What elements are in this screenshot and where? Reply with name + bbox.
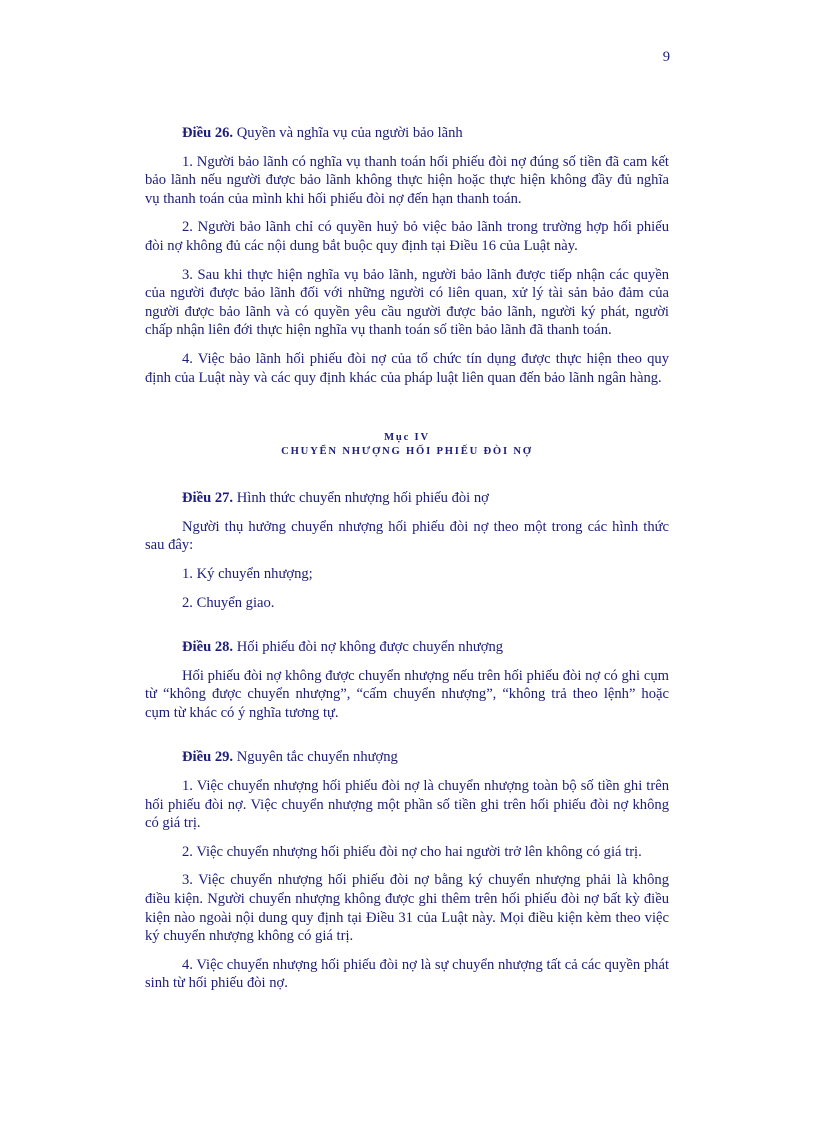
section-heading (145, 431, 669, 459)
paragraph: 4. Việc chuyển nhượng hối phiếu đòi nợ là sự chuyển nhượng tất cả các quyền phát sinh từ hối phiếu đòi nợ. (145, 956, 669, 992)
article-heading (145, 638, 669, 657)
paragraph: 2. Người bảo lãnh chỉ có quyền huỷ bỏ việc bảo lãnh trong trường hợp hối phiếu đòi nợ không đủ các nội dung bắt buộc quy định tại Điều 16 của Luật này. (145, 219, 669, 254)
section-label: Mục IV (384, 432, 430, 444)
article-number: Điều 27. (182, 490, 234, 507)
article-26 (145, 124, 669, 387)
list-item: 1. Ký chuyển nhượng; (182, 565, 313, 582)
article-heading (145, 489, 669, 508)
article-title: Hối phiếu đòi nợ không được chuyển nhượng (236, 639, 504, 656)
article-number: Điều 28. (182, 639, 234, 656)
paragraph: Người thụ hưởng chuyển nhượng hối phiếu đòi nợ theo một trong các hình thức sau đây: (145, 518, 669, 554)
list-item: 2. Chuyển giao. (182, 594, 275, 611)
paragraph: 1. Việc chuyển nhượng hối phiếu đòi nợ là chuyển nhượng toàn bộ số tiền ghi trên hối phiếu đòi nợ. Việc chuyển nhượng một phần số tiền ghi trên hối phiếu đòi nợ không có giá trị. (145, 778, 669, 832)
article-title: Hình thức chuyển nhượng hối phiếu đòi nợ (236, 490, 489, 507)
article-number: Điều 29. (182, 749, 234, 766)
paragraph: 3. Việc chuyển nhượng hối phiếu đòi nợ bằng ký chuyển nhượng phải là không điều kiện. Người chuyển nhượng không được ghi thêm trên hối phiếu đòi nợ bất kỳ điều kiện nào ngoài nội dung quy định tại Điều 31 của Luật này. Mọi điều kiện kèm theo việc ký chuyển nhượng không có giá trị. (145, 872, 669, 945)
document-body (145, 124, 669, 1003)
paragraph: 1. Người bảo lãnh có nghĩa vụ thanh toán hối phiếu đòi nợ đúng số tiền đã cam kết bảo lãnh nếu người được bảo lãnh không thực hiện hoặc thực hiện không đầy đủ nghĩa vụ thanh toán của mình khi hối phiếu đòi nợ đến hạn thanh toán. (145, 153, 669, 207)
article-28 (145, 638, 669, 722)
article-title: Quyền và nghĩa vụ của người bảo lãnh (236, 125, 463, 141)
article-27 (145, 489, 669, 612)
paragraph: 4. Việc bảo lãnh hối phiếu đòi nợ của tổ chức tín dụng được thực hiện theo quy định của Luật này và các quy định khác của pháp luật liên quan đến bảo lãnh ngân hàng. (145, 350, 669, 386)
paragraph: 3. Sau khi thực hiện nghĩa vụ bảo lãnh, người bảo lãnh được tiếp nhận các quyền của người được bảo lãnh đối với những người có liên quan, xử lý tài sản bảo đảm của người được bảo lãnh và có quyền yêu cầu người được bảo lãnh, người ký phát, người chấp nhận liên đới thực hiện nghĩa vụ thanh toán số tiền bảo lãnh đã thanh toán. (145, 266, 669, 339)
article-heading (145, 124, 669, 143)
section-title: CHUYỂN NHƯỢNG HỐI PHIẾU ĐÒI NỢ (281, 446, 533, 458)
article-number: Điều 26. (182, 125, 234, 141)
article-heading (145, 748, 669, 767)
article-title: Nguyên tắc chuyển nhượng (236, 749, 398, 766)
paragraph: Hối phiếu đòi nợ không được chuyển nhượng nếu trên hối phiếu đòi nợ có ghi cụm từ “không được chuyển nhượng”, “cấm chuyển nhượng”, “không trả theo lệnh” hoặc cụm từ khác có ý nghĩa tương tự. (145, 667, 669, 721)
article-29 (145, 748, 669, 993)
paragraph: 2. Việc chuyển nhượng hối phiếu đòi nợ cho hai người trở lên không có giá trị. (182, 843, 642, 860)
page-number: 9 (662, 49, 670, 65)
